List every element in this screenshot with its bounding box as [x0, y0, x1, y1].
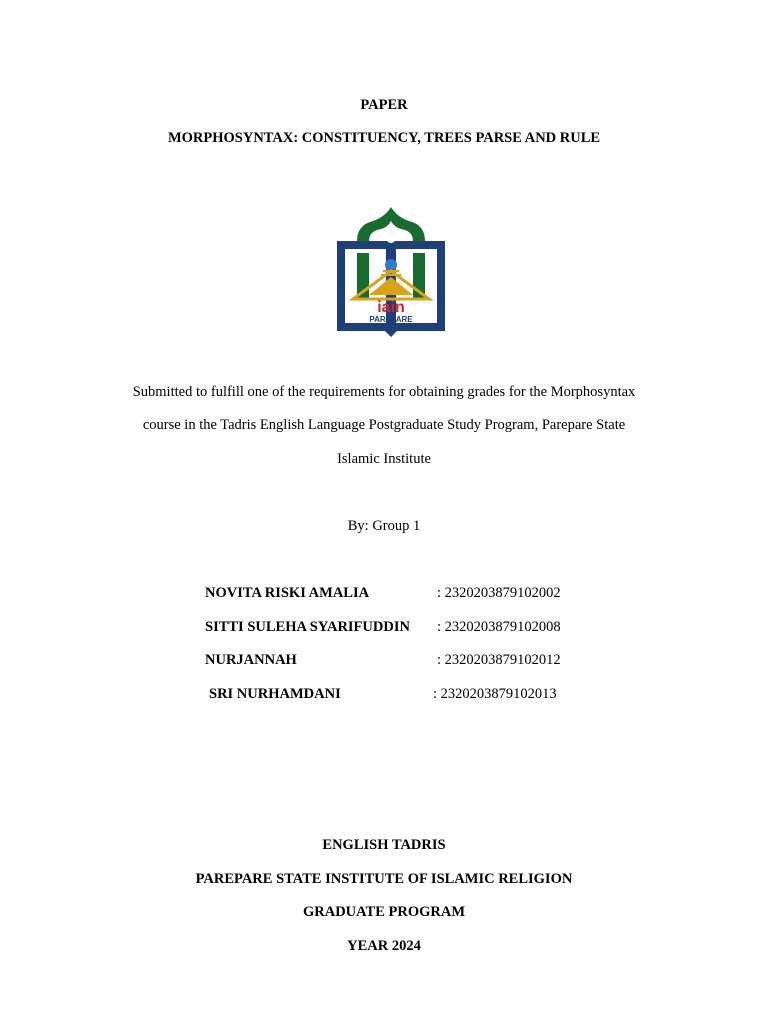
member-id: : 2320203879102002	[437, 585, 561, 601]
submission-line-3: Islamic Institute	[337, 451, 431, 467]
paper-title: MORPHOSYNTAX: CONSTITUENCY, TREES PARSE AND RULE	[167, 130, 601, 146]
logo-wordmark: iain	[377, 299, 405, 316]
member-id: : 2320203879102013	[433, 686, 557, 702]
program: GRADUATE PROGRAM	[302, 904, 466, 920]
member-name: NOVITA RISKI AMALIA	[205, 585, 370, 601]
paper-label: PAPER	[360, 97, 408, 113]
institution: PAREPARE STATE INSTITUTE OF ISLAMIC RELIGION	[195, 871, 573, 887]
member-id: : 2320203879102008	[437, 619, 561, 635]
group-label: By: Group 1	[347, 518, 421, 534]
member-name: NURJANNAH	[205, 652, 297, 668]
submission-line-1: Submitted to fulfill one of the requirements for obtaining grades for the Morphosyntax	[132, 384, 636, 400]
department: ENGLISH TADRIS	[322, 837, 446, 853]
member-name: SRI NURHAMDANI	[209, 686, 341, 702]
submission-line-2: course in the Tadris English Language Postgraduate Study Program, Parepare State	[142, 417, 626, 433]
logo-caption: PAREPARE	[369, 315, 413, 324]
member-name: SITTI SULEHA SYARIFUDDIN	[205, 619, 410, 635]
iain-parepare-logo	[335, 205, 447, 340]
year: YEAR 2024	[347, 938, 421, 954]
member-id: : 2320203879102012	[437, 652, 561, 668]
